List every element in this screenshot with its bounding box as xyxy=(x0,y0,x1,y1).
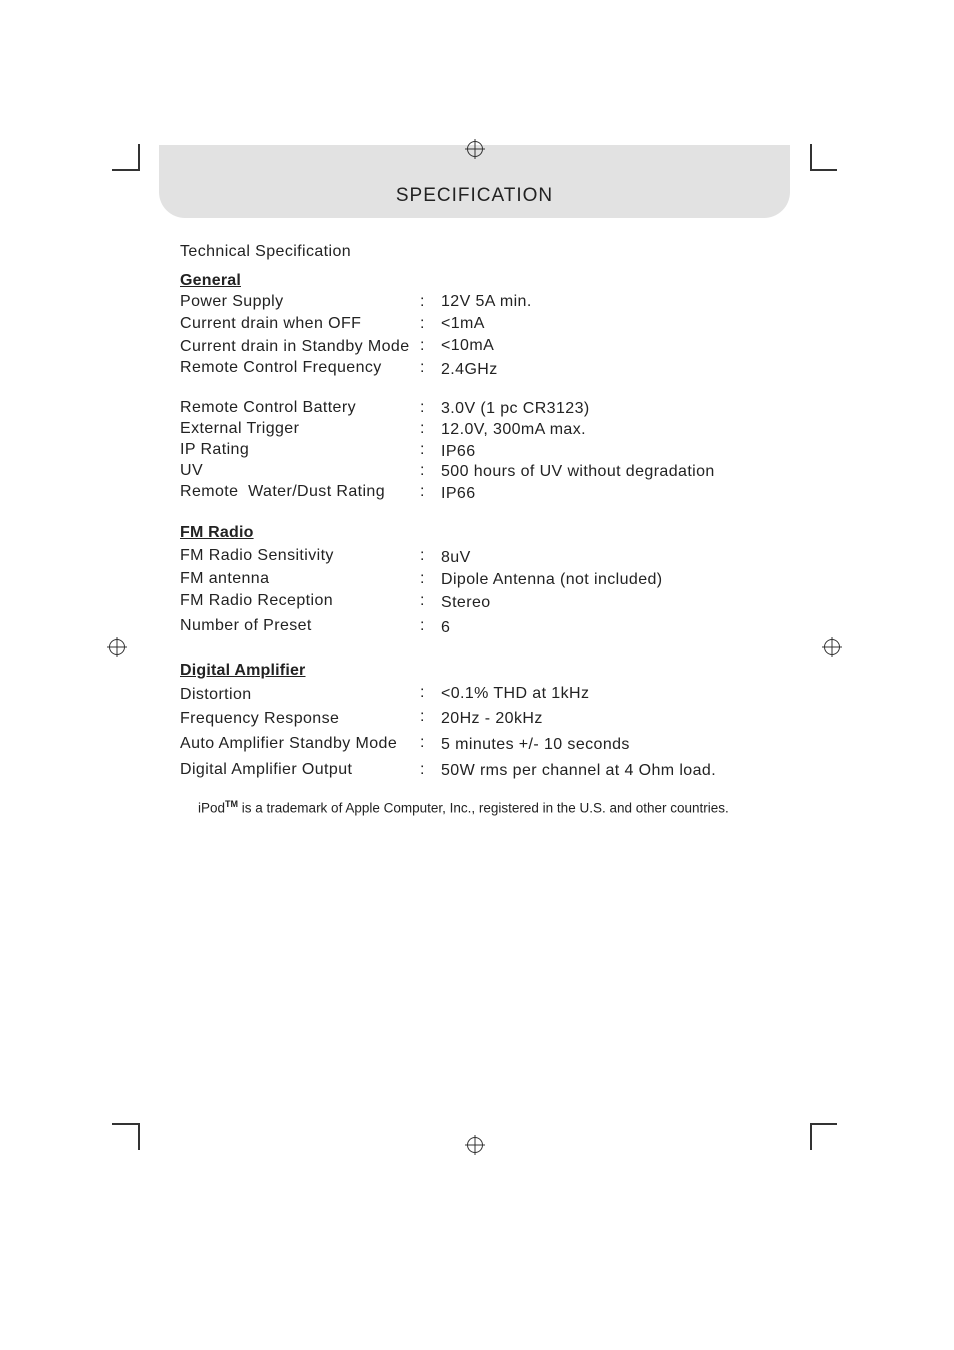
spec-colon: : xyxy=(420,547,425,564)
spec-colon: : xyxy=(420,420,425,437)
spec-value: 12.0V, 300mA max. xyxy=(441,421,586,438)
crop-mark-top-right xyxy=(810,144,838,172)
spec-label: IP Rating xyxy=(180,441,250,458)
spec-colon: : xyxy=(420,761,425,778)
document-title: Technical Specification xyxy=(180,243,352,260)
spec-colon: : xyxy=(420,359,425,376)
spec-value: Stereo xyxy=(441,594,491,611)
section-heading-general: General xyxy=(180,272,241,289)
footnote-brand: iPod xyxy=(198,800,226,816)
spec-colon: : xyxy=(420,399,425,416)
spec-label: UV xyxy=(180,462,204,479)
spec-label: Auto Amplifier Standby Mode xyxy=(180,735,398,752)
spec-colon: : xyxy=(420,441,425,458)
spec-value: 12V 5A min. xyxy=(441,293,532,310)
spec-label: Current drain when OFF xyxy=(180,315,362,332)
page-title: SPECIFICATION xyxy=(395,185,554,206)
registration-crosshair-icon xyxy=(107,637,127,657)
spec-value: <10mA xyxy=(441,337,495,354)
spec-value: <1mA xyxy=(441,315,485,332)
spec-value: 5 minutes +/- 10 seconds xyxy=(441,736,630,753)
spec-colon: : xyxy=(420,570,425,587)
spec-colon: : xyxy=(420,592,425,609)
spec-value: 500 hours of UV without degradation xyxy=(441,463,715,480)
crop-mark-top-left xyxy=(112,144,140,172)
spec-value: 50W rms per channel at 4 Ohm load. xyxy=(441,762,717,779)
spec-colon: : xyxy=(420,483,425,500)
spec-label: Number of Preset xyxy=(180,617,312,634)
spec-value: Dipole Antenna (not included) xyxy=(441,571,663,588)
spec-label: FM Radio Reception xyxy=(180,592,334,609)
spec-colon: : xyxy=(420,708,425,725)
spec-label: FM Radio Sensitivity xyxy=(180,547,334,564)
spec-label: FM antenna xyxy=(180,570,270,587)
crop-mark-bottom-right xyxy=(810,1123,838,1151)
section-heading-fm-radio: FM Radio xyxy=(180,524,254,541)
spec-value: 2.4GHz xyxy=(441,361,498,378)
spec-colon: : xyxy=(420,315,425,332)
spec-colon: : xyxy=(420,684,425,701)
spec-label: Power Supply xyxy=(180,293,284,310)
spec-label: Frequency Response xyxy=(180,710,340,727)
registration-crosshair-icon xyxy=(822,637,842,657)
spec-label: External Trigger xyxy=(180,420,300,437)
spec-value: 8uV xyxy=(441,549,471,566)
spec-label: Remote Control Battery xyxy=(180,399,356,416)
spec-label: Digital Amplifier Output xyxy=(180,761,353,778)
spec-value: 3.0V (1 pc CR3123) xyxy=(441,400,590,417)
spec-value: <0.1% THD at 1kHz xyxy=(441,685,590,702)
trademark-footnote xyxy=(198,799,729,816)
section-heading-digital-amplifier: Digital Amplifier xyxy=(180,662,306,679)
spec-value: 6 xyxy=(441,619,451,636)
spec-colon: : xyxy=(420,734,425,751)
spec-value: 20Hz - 20kHz xyxy=(441,710,543,727)
spec-value: IP66 xyxy=(441,485,476,502)
spec-label: Remote Control Frequency xyxy=(180,359,382,376)
registration-crosshair-icon xyxy=(465,1135,485,1155)
trademark-symbol: TM xyxy=(225,799,239,809)
registration-crosshair-icon xyxy=(465,139,485,159)
spec-colon: : xyxy=(420,337,425,354)
spec-label: Current drain in Standby Mode xyxy=(180,338,410,355)
spec-value: IP66 xyxy=(441,443,476,460)
spec-colon: : xyxy=(420,462,425,479)
spec-label: Distortion xyxy=(180,686,252,703)
spec-label: Remote Water/Dust Rating xyxy=(180,483,386,500)
footnote-text: is a trademark of Apple Computer, Inc., registered in the U.S. and other countries. xyxy=(238,800,729,816)
crop-mark-bottom-left xyxy=(112,1123,140,1151)
spec-colon: : xyxy=(420,617,425,634)
spec-colon: : xyxy=(420,293,425,310)
